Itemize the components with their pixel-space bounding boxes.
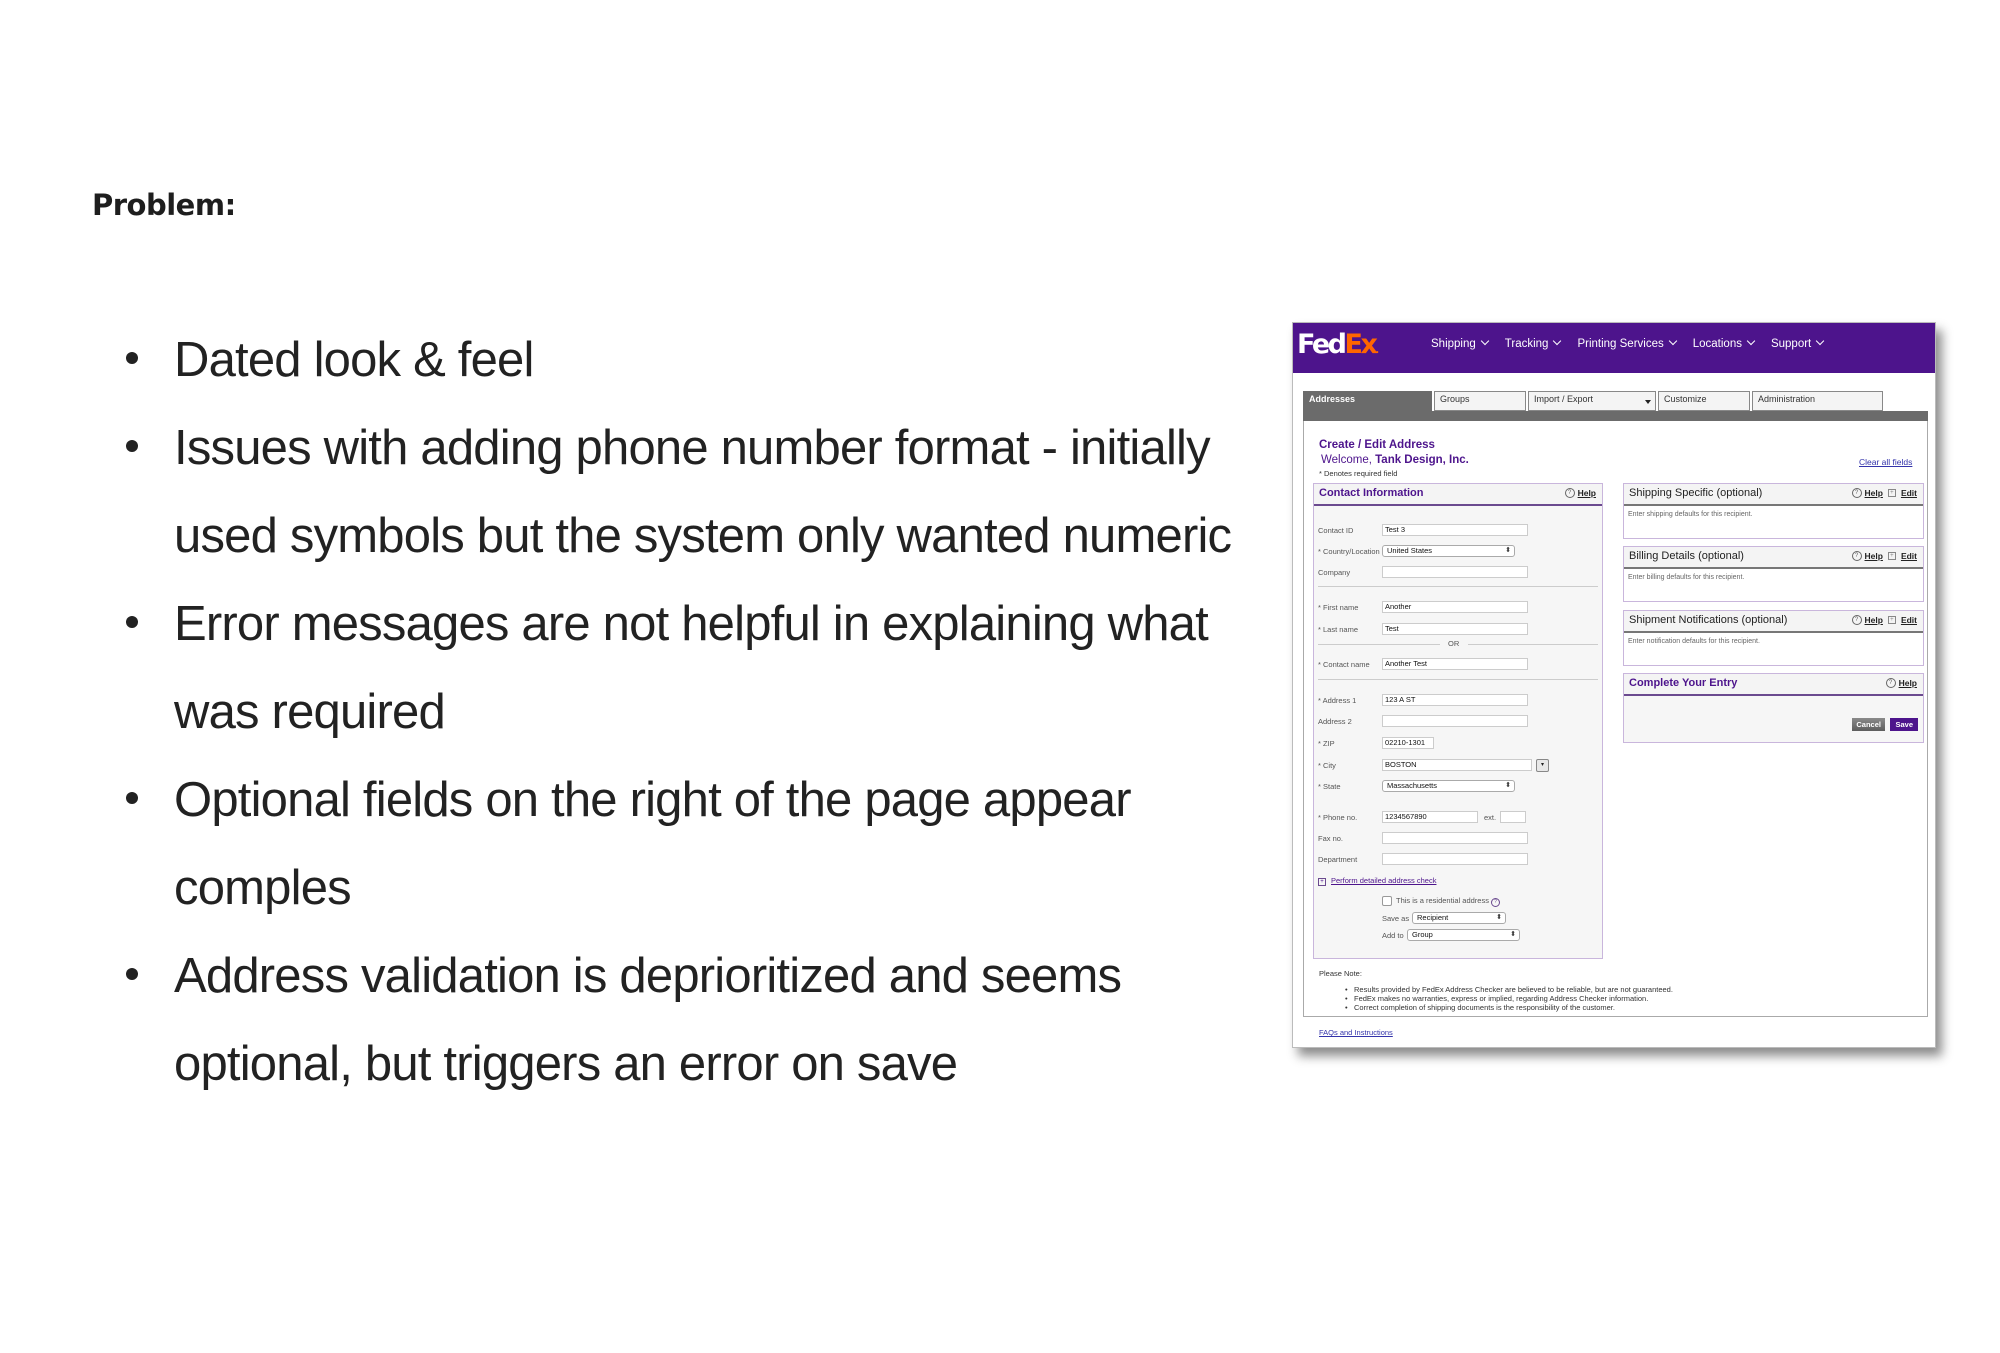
help-icon: ? [1852,551,1862,561]
chevron-down-icon [1481,337,1489,345]
address2-row: Address 2 [1314,715,1602,729]
contact-name-row: * Contact name Another Test [1314,658,1602,672]
save-as-select[interactable]: Recipient ⬍ [1412,912,1506,924]
tab-import-export[interactable]: Import / Export [1528,391,1656,411]
department-row: Department [1314,853,1602,867]
select-arrows-icon: ⬍ [1510,931,1516,938]
add-to-select[interactable]: Group ⬍ [1407,929,1520,941]
help-link[interactable]: Help [1864,551,1883,561]
note-item: • Correct completion of shipping documents is the responsibility of the customer. [1345,1003,1673,1012]
tab-bar [1303,391,1885,411]
page-title: Create / Edit Address [1319,439,1435,451]
note-title: Please Note: [1319,969,1362,978]
divider [1318,586,1598,587]
faq-link[interactable]: FAQs and Instructions [1319,1028,1393,1037]
help-icon: ? [1852,488,1862,498]
bullet-icon [126,616,138,628]
tab-customize[interactable]: Customize [1658,391,1750,411]
address-check-row [1314,876,1602,890]
bullet-icon [126,352,138,364]
bullet-icon [126,968,138,980]
slide-title: Problem: [92,188,236,222]
department-input[interactable] [1382,853,1528,865]
bullet-item: Optional fields on the right of the page appear comples [120,756,1250,932]
add-to-row: Add to Group ⬍ [1314,929,1602,943]
contact-name-input[interactable]: Another Test [1382,658,1528,670]
bullet-icon [126,792,138,804]
nav-locations[interactable]: Locations [1693,338,1754,350]
tab-groups[interactable]: Groups [1434,391,1526,411]
help-icon: ? [1852,615,1862,625]
problem-list [120,316,1250,1108]
first-name-row: * First name Another [1314,601,1602,615]
bullet-item: Dated look & feel [120,316,1250,404]
address1-input[interactable]: 123 A ST [1382,694,1528,706]
notes-list [1345,985,1673,1012]
phone-input[interactable]: 1234567890 [1382,811,1478,823]
city-dropdown-button[interactable]: ▾ [1536,759,1549,772]
fax-row: Fax no. [1314,832,1602,846]
tab-addresses[interactable]: Addresses [1303,391,1432,411]
phone-ext-input[interactable] [1500,811,1526,823]
nav-support[interactable]: Support [1771,338,1823,350]
fedex-screenshot [1292,322,1936,1048]
bullet-item: Issues with adding phone number format - initially used symbols but the system only wanted numeric [120,404,1250,580]
chevron-down-icon [1816,337,1824,345]
first-name-input[interactable]: Another [1382,601,1528,613]
billing-details-panel: Billing Details (optional) ? Help + Edit Enter billing defaults for this recipient. [1623,546,1924,602]
state-row: * State Massachusetts ⬍ [1314,780,1602,794]
company-row: Company [1314,566,1602,580]
country-select[interactable]: United States ⬍ [1382,545,1515,557]
expand-icon: + [1318,878,1326,886]
main-nav [1431,338,1823,350]
contact-information-panel [1313,483,1603,959]
or-divider: OR [1318,639,1598,649]
chevron-down-icon [1553,337,1561,345]
tab-administration[interactable]: Administration [1752,391,1883,411]
note-item: • FedEx makes no warranties, express or implied, regarding Address Checker information. [1345,994,1673,1003]
expand-icon: + [1888,552,1896,560]
zip-input[interactable]: 02210-1301 [1382,737,1434,749]
country-row: * Country/Location United States ⬍ [1314,545,1602,559]
fax-input[interactable] [1382,832,1528,844]
address1-row: * Address 1 123 A ST [1314,694,1602,708]
required-note: * Denotes required field [1319,469,1398,478]
help-link[interactable]: Help [1898,678,1917,688]
expand-icon: + [1888,616,1896,624]
fedex-logo: FedEx. [1297,329,1380,360]
clear-all-fields-link[interactable]: Clear all fields [1859,457,1913,467]
last-name-row: * Last name Test [1314,623,1602,637]
shipment-notifications-panel: Shipment Notifications (optional) ? Help + Edit Enter notification defaults for this recipient. [1623,610,1924,666]
divider [1318,679,1598,680]
edit-link[interactable]: Edit [1900,488,1917,498]
help-link[interactable]: Help [1864,488,1883,498]
address2-input[interactable] [1382,715,1528,727]
state-select[interactable]: Massachusetts ⬍ [1382,780,1515,792]
tab-underline-bar [1303,411,1928,421]
select-arrows-icon: ⬍ [1505,782,1511,789]
nav-shipping[interactable]: Shipping [1431,338,1488,350]
bullet-item: Error messages are not helpful in explaining what was required [120,580,1250,756]
shipping-specific-panel: Shipping Specific (optional) ? Help + Edit Enter shipping defaults for this recipient. [1623,483,1924,539]
edit-link[interactable]: Edit [1900,615,1917,625]
city-row: * City BOSTON ▾ [1314,759,1602,773]
zip-row: * ZIP 02210-1301 [1314,737,1602,751]
nav-tracking[interactable]: Tracking [1505,338,1561,350]
complete-entry-panel: Complete Your Entry ? Help Cancel Save [1623,673,1924,743]
edit-link[interactable]: Edit [1900,551,1917,561]
chevron-down-icon [1668,337,1676,345]
bullet-icon [126,440,138,452]
expand-icon: + [1888,489,1896,497]
contact-id-row: Contact ID Test 3 [1314,524,1602,538]
fedex-header [1293,323,1935,373]
residential-row: This is a residential address ? [1314,895,1602,909]
dropdown-arrow-icon [1645,400,1651,404]
save-as-row: Save as Recipient ⬍ [1314,912,1602,926]
panel-title: Contact Information [1319,487,1424,499]
help-link[interactable]: Help [1577,488,1596,498]
city-input[interactable]: BOSTON [1382,759,1532,771]
select-arrows-icon: ⬍ [1505,547,1511,554]
chevron-down-icon [1747,337,1755,345]
welcome-text: Welcome, Tank Design, Inc. [1321,454,1469,466]
help-icon: ? [1565,488,1575,498]
phone-row: * Phone no. 1234567890 ext. [1314,811,1602,825]
select-arrows-icon: ⬍ [1496,914,1502,921]
cancel-button[interactable]: Cancel [1852,718,1885,731]
nav-printing-services[interactable]: Printing Services [1577,338,1675,350]
help-icon[interactable]: ? [1491,898,1500,907]
help-link[interactable]: Help [1864,615,1883,625]
address-check-link[interactable]: + Perform detailed address check [1318,876,1436,886]
help-icon: ? [1886,678,1896,688]
contact-id-input[interactable]: Test 3 [1382,524,1528,536]
last-name-input[interactable]: Test [1382,623,1528,635]
save-button[interactable]: Save [1890,718,1918,731]
note-item: • Results provided by FedEx Address Checker are believed to be reliable, but are not guaranteed. [1345,985,1673,994]
bullet-item: Address validation is deprioritized and seems optional, but triggers an error on save [120,932,1250,1108]
residential-checkbox[interactable] [1382,896,1392,906]
company-input[interactable] [1382,566,1528,578]
